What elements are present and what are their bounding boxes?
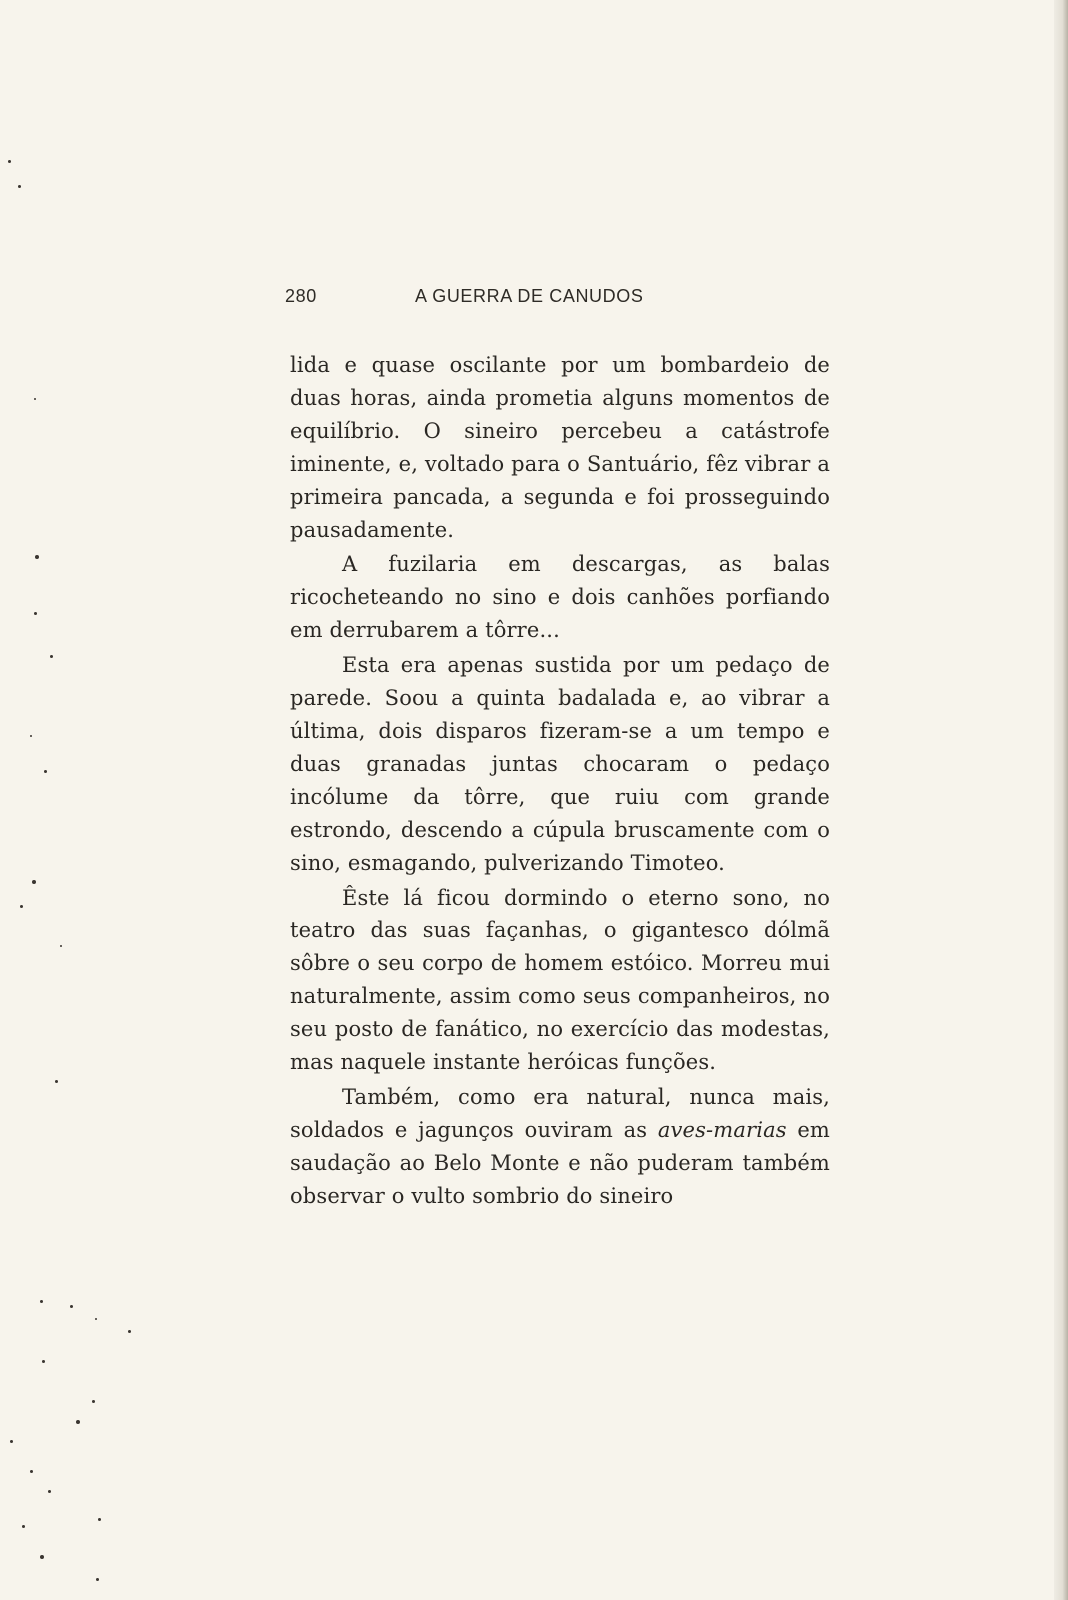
speck <box>30 1470 33 1473</box>
speck <box>34 612 37 615</box>
speck <box>32 880 36 884</box>
paragraph: A fuzilaria em descargas, as balas ricocheteando no sino e dois canhões porfiando em derrubarem a tôrre... <box>290 552 830 643</box>
paragraph: Esta era apenas sustida por um pedaço de parede. Soou a quinta badalada e, ao vibrar a última, dois disparos fizeram-se a um tempo e duas granadas juntas chocaram o pedaço incólume da tôrre, que ruiu com grande estrondo, descendo a cúpula bruscamente com o sino, esmagando, pulverizando Timoteo. <box>290 653 830 875</box>
page-edge <box>1054 0 1068 1600</box>
speck <box>35 555 39 559</box>
speck <box>22 1525 25 1528</box>
speck <box>40 1555 44 1559</box>
paragraph-text: Também, como era natural, nunca mais, soldados e jagunços ouviram as <box>290 1084 830 1142</box>
speck <box>98 1518 101 1521</box>
paragraph: Êste lá ficou dormindo o eterno sono, no teatro das suas façanhas, o gigantesco dólmã sôbre o seu corpo de homem estóico. Morreu mui naturalmente, assim como seus companheiros, no seu posto de fanático, no exercício das modestas, mas naquele instante heróicas funções. <box>290 885 830 1075</box>
speck <box>34 398 36 400</box>
speck <box>20 905 23 908</box>
page-header <box>285 286 825 308</box>
speck <box>42 1360 45 1363</box>
italic-term: aves-marias <box>657 1117 787 1142</box>
speck <box>96 1578 99 1581</box>
speck <box>55 1080 58 1083</box>
paragraph: lida e quase oscilante por um bombardeio de duas horas, ainda prometia alguns momentos de equilíbrio. O sineiro percebeu a catástrofe iminente, e, voltado para o Santuário, fêz vibrar a primeira pancada, a segunda e foi prosseguindo pausadamente. <box>290 353 830 542</box>
speck <box>40 1300 43 1303</box>
paragraph <box>290 1081 830 1213</box>
paragraph-text: em saudação ao Belo Monte e não puderam também observar o vulto sombrio do sineiro <box>290 1117 830 1208</box>
speck <box>70 1305 73 1308</box>
speck <box>8 160 11 163</box>
running-title: A GUERRA DE CANUDOS <box>415 286 644 306</box>
speck <box>60 945 62 947</box>
speck <box>30 735 32 737</box>
speck <box>44 770 47 773</box>
speck <box>10 1440 13 1443</box>
speck <box>48 1490 51 1493</box>
body-text <box>290 349 830 1215</box>
page-number: 280 <box>285 286 317 306</box>
speck <box>18 185 21 188</box>
speck <box>128 1330 131 1333</box>
speck <box>50 655 53 658</box>
speck <box>95 1318 97 1320</box>
speck <box>92 1400 95 1403</box>
speck <box>76 1420 80 1424</box>
